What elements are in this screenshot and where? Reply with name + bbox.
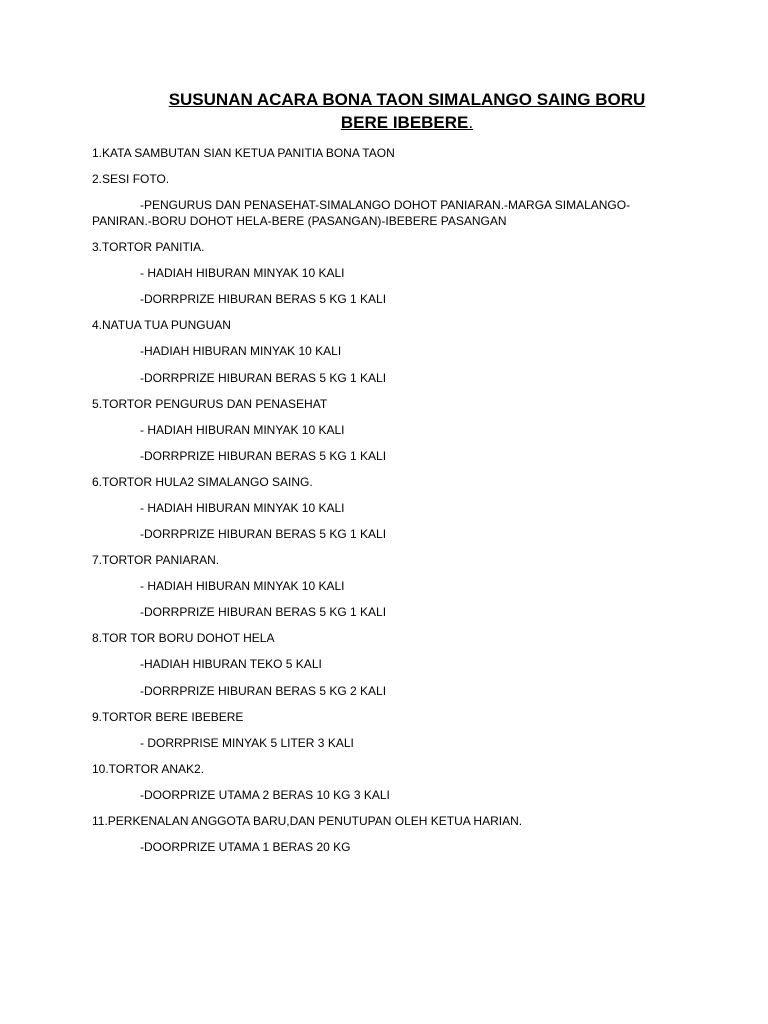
document-title-dot: .: [468, 113, 474, 132]
agenda-item-3: 3.TORTOR PANITIA.: [92, 240, 205, 254]
agenda-sub-item: - HADIAH HIBURAN MINYAK 10 KALI: [140, 501, 345, 515]
agenda-item-6: 6.TORTOR HULA2 SIMALANGO SAING.: [92, 475, 313, 489]
agenda-sub-item: -HADIAH HIBURAN MINYAK 10 KALI: [140, 344, 342, 358]
document-title-line2: [92, 112, 722, 134]
agenda-sub-item: - HADIAH HIBURAN MINYAK 10 KALI: [140, 579, 345, 593]
agenda-sub-item: -DORRPRIZE HIBURAN BERAS 5 KG 2 KALI: [140, 684, 387, 698]
agenda-sub-item: -DORRPRIZE HIBURAN BERAS 5 KG 1 KALI: [140, 527, 387, 541]
agenda-item-8: 8.TOR TOR BORU DOHOT HELA: [92, 631, 275, 645]
agenda-item-7: 7.TORTOR PANIARAN.: [92, 553, 220, 567]
agenda-item-11: 11.PERKENALAN ANGGOTA BARU,DAN PENUTUPAN OLEH KETUA HARIAN.: [92, 814, 523, 828]
agenda-sub-item: -DORRPRIZE HIBURAN BERAS 5 KG 1 KALI: [140, 292, 387, 306]
agenda-item-2-detail: [92, 197, 652, 229]
agenda-item-1: 1.KATA SAMBUTAN SIAN KETUA PANITIA BONA TAON: [92, 146, 395, 160]
document-title-line1: SUSUNAN ACARA BONA TAON SIMALANGO SAING BORU: [168, 90, 646, 109]
agenda-sub-item: -DORRPRIZE HIBURAN BERAS 5 KG 1 KALI: [140, 605, 387, 619]
document-title-line2-text: BERE IBEBERE: [340, 113, 469, 132]
agenda-item-2-detail-line1: -PENGURUS DAN PENASEHAT-SIMALANGO DOHOT PANIARAN.-MARGA SIMALANGO-: [140, 198, 631, 212]
agenda-sub-item: - HADIAH HIBURAN MINYAK 10 KALI: [140, 266, 345, 280]
agenda-item-2-detail-line2: PANIRAN.-BORU DOHOT HELA-BERE (PASANGAN)-IBEBERE PASANGAN: [92, 214, 507, 228]
agenda-sub-item: -DORRPRIZE HIBURAN BERAS 5 KG 1 KALI: [140, 449, 387, 463]
agenda-sub-item: -DOORPRIZE UTAMA 1 BERAS 20 KG: [140, 840, 351, 854]
agenda-item-10: 10.TORTOR ANAK2.: [92, 762, 205, 776]
agenda-item-5: 5.TORTOR PENGURUS DAN PENASEHAT: [92, 397, 328, 411]
agenda-sub-item: - HADIAH HIBURAN MINYAK 10 KALI: [140, 423, 345, 437]
agenda-item-4: 4.NATUA TUA PUNGUAN: [92, 318, 231, 332]
agenda-sub-item: -DOORPRIZE UTAMA 2 BERAS 10 KG 3 KALI: [140, 788, 390, 802]
agenda-sub-item: -DORRPRIZE HIBURAN BERAS 5 KG 1 KALI: [140, 371, 387, 385]
agenda-sub-item: - DORRPRISE MINYAK 5 LITER 3 KALI: [140, 736, 354, 750]
agenda-item-9: 9.TORTOR BERE IBEBERE: [92, 710, 244, 724]
agenda-item-2: 2.SESI FOTO.: [92, 172, 170, 186]
agenda-sub-item: -HADIAH HIBURAN TEKO 5 KALI: [140, 657, 322, 671]
